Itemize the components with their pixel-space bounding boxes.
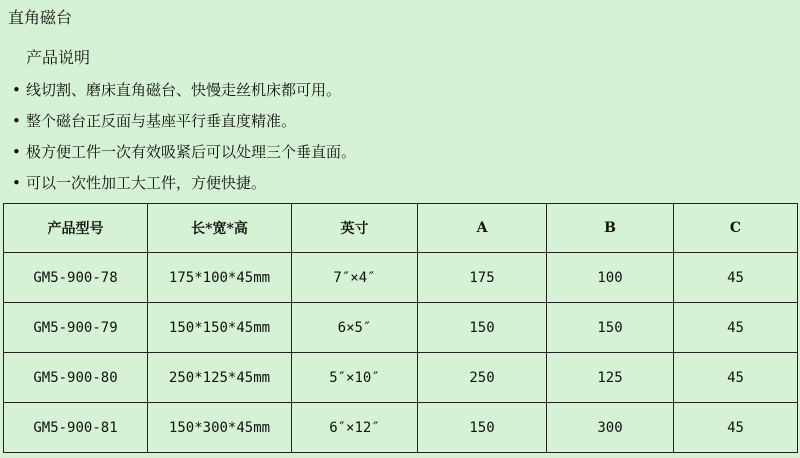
cell-a: 150 bbox=[418, 303, 547, 353]
feature-item bbox=[0, 111, 356, 142]
feature-item bbox=[0, 142, 356, 173]
bullet-icon: • bbox=[12, 112, 21, 130]
section-subtitle: 产品说明 bbox=[26, 48, 91, 67]
feature-text: 整个磁台正反面与基座平行垂直度精准。 bbox=[26, 112, 297, 130]
feature-text: 可以一次性加工大工件，方便快捷。 bbox=[26, 174, 267, 192]
cell-c: 45 bbox=[674, 403, 798, 453]
feature-item bbox=[0, 80, 356, 111]
cell-model: GM5-900-79 bbox=[4, 303, 148, 353]
header-model: 产品型号 bbox=[4, 204, 148, 253]
cell-dimensions: 150*300*45mm bbox=[148, 403, 292, 453]
header-inches: 英寸 bbox=[292, 204, 418, 253]
bullet-icon: • bbox=[12, 174, 21, 192]
cell-inches: 6×5″ bbox=[292, 303, 418, 353]
page-title: 直角磁台 bbox=[8, 8, 73, 27]
table-row bbox=[4, 403, 798, 453]
cell-model: GM5-900-80 bbox=[4, 353, 148, 403]
spec-table bbox=[3, 203, 798, 453]
bullet-icon: • bbox=[12, 143, 21, 161]
header-c: C bbox=[674, 204, 798, 253]
cell-b: 100 bbox=[547, 253, 674, 303]
bullet-icon: • bbox=[12, 81, 21, 99]
feature-item bbox=[0, 173, 356, 204]
cell-a: 250 bbox=[418, 353, 547, 403]
cell-c: 45 bbox=[674, 303, 798, 353]
cell-inches: 7″×4″ bbox=[292, 253, 418, 303]
table-row bbox=[4, 353, 798, 403]
cell-b: 150 bbox=[547, 303, 674, 353]
cell-a: 175 bbox=[418, 253, 547, 303]
cell-b: 300 bbox=[547, 403, 674, 453]
table-row bbox=[4, 303, 798, 353]
feature-list bbox=[0, 80, 356, 204]
feature-text: 极方便工件一次有效吸紧后可以处理三个垂直面。 bbox=[26, 143, 357, 161]
feature-text: 线切割、磨床直角磁台、快慢走丝机床都可用。 bbox=[26, 81, 342, 99]
cell-c: 45 bbox=[674, 253, 798, 303]
cell-c: 45 bbox=[674, 353, 798, 403]
cell-a: 150 bbox=[418, 403, 547, 453]
cell-inches: 5″×10″ bbox=[292, 353, 418, 403]
header-a: A bbox=[418, 204, 547, 253]
cell-model: GM5-900-81 bbox=[4, 403, 148, 453]
cell-b: 125 bbox=[547, 353, 674, 403]
table-header-row bbox=[4, 204, 798, 253]
cell-inches: 6″×12″ bbox=[292, 403, 418, 453]
cell-model: GM5-900-78 bbox=[4, 253, 148, 303]
cell-dimensions: 150*150*45mm bbox=[148, 303, 292, 353]
table-row bbox=[4, 253, 798, 303]
header-b: B bbox=[547, 204, 674, 253]
cell-dimensions: 250*125*45mm bbox=[148, 353, 292, 403]
cell-dimensions: 175*100*45mm bbox=[148, 253, 292, 303]
header-dimensions: 长*宽*高 bbox=[148, 204, 292, 253]
